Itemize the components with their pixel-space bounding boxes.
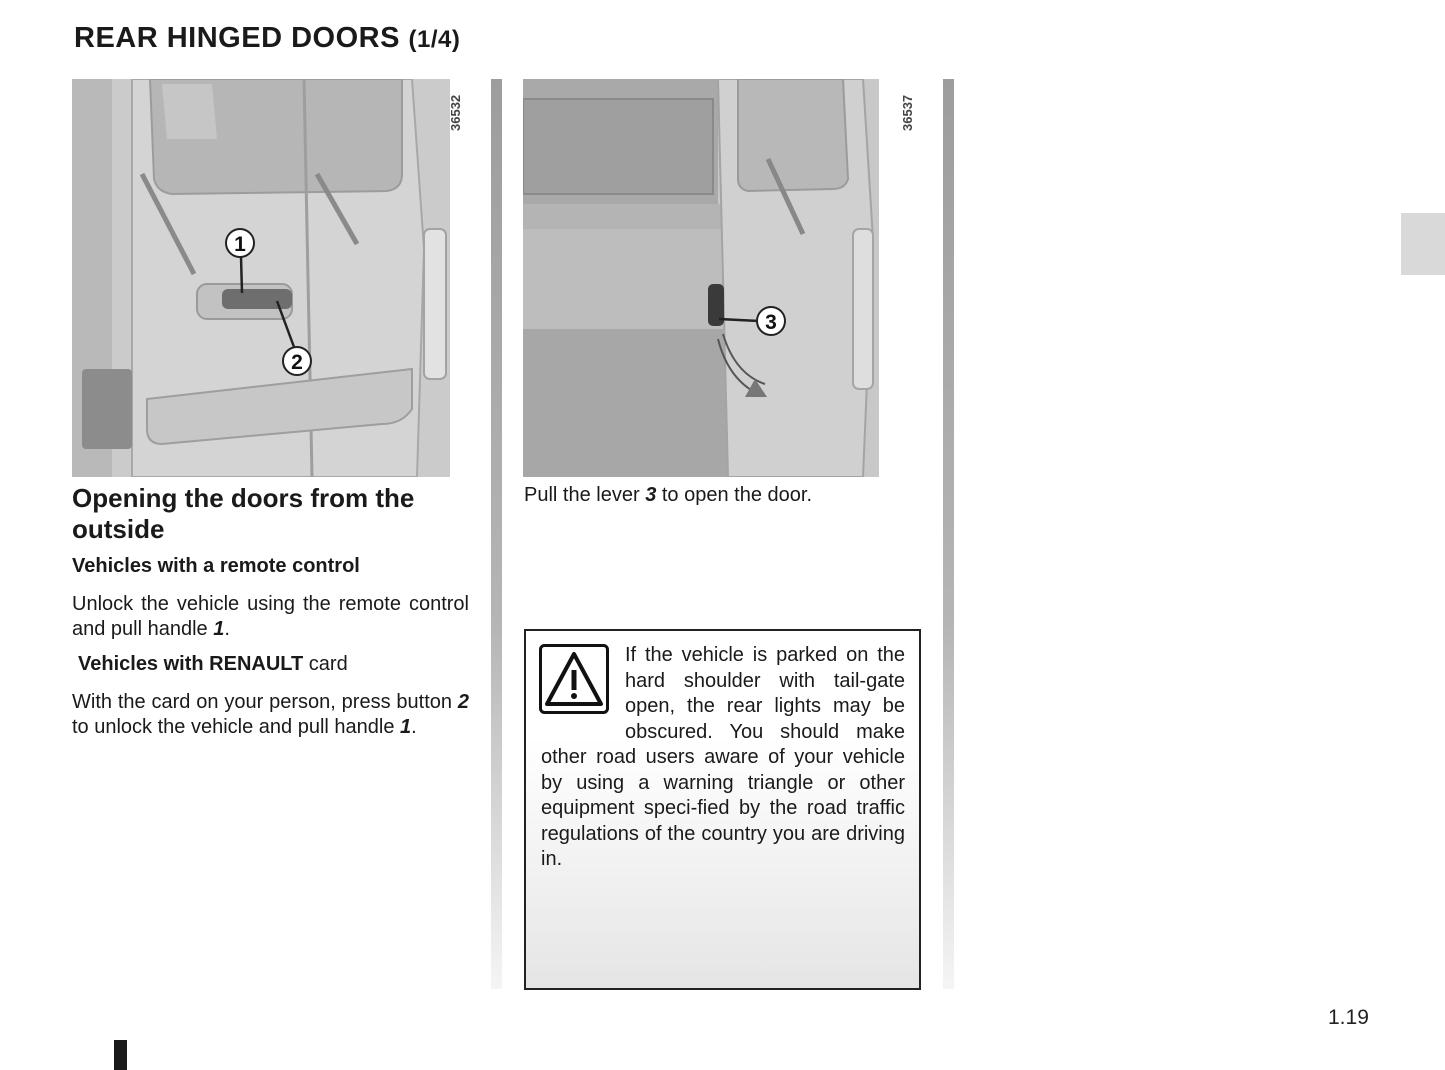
illustration-ref-code: 36537 — [900, 94, 915, 131]
interior-lever-illustration — [523, 79, 879, 477]
illustration-ref-code: 36532 — [448, 94, 463, 131]
callout-2: 2 — [291, 351, 303, 374]
callout-3: 3 — [765, 311, 777, 334]
lever-instruction: Pull the lever 3 to open the door. — [524, 484, 813, 506]
remote-control-paragraph: Unlock the vehicle using the remote control and pull handle 1. — [72, 593, 469, 640]
remote-control-subheading: Vehicles with a remote control — [72, 555, 360, 577]
warning-box — [524, 629, 921, 990]
page-number: 1.19 — [1328, 1006, 1369, 1029]
renault-card-paragraph: With the card on your person, press button 2 to unlock the vehicle and pull handle 1. — [72, 691, 469, 738]
renault-card-subheading: Vehicles with RENAULT card — [78, 653, 348, 675]
corner-mark — [114, 1040, 127, 1070]
warning-text: If the vehicle is parked on the hard shoulder with tail-gate open, the rear lights may be obscured. You should make other road users aware of your vehicle by using a warning triangle or other equipment speci-fied by the road traffic regulations of the country you are driving in. — [541, 644, 905, 870]
page-title: REAR HINGED DOORS (1/4) — [74, 22, 461, 54]
section-heading: Opening the doors from the outside — [72, 483, 415, 544]
column-divider-right — [943, 79, 954, 989]
chapter-tab — [1401, 213, 1445, 275]
rear-doors-outside-illustration — [72, 79, 450, 477]
column-divider-left — [491, 79, 502, 989]
callout-1: 1 — [234, 233, 246, 256]
